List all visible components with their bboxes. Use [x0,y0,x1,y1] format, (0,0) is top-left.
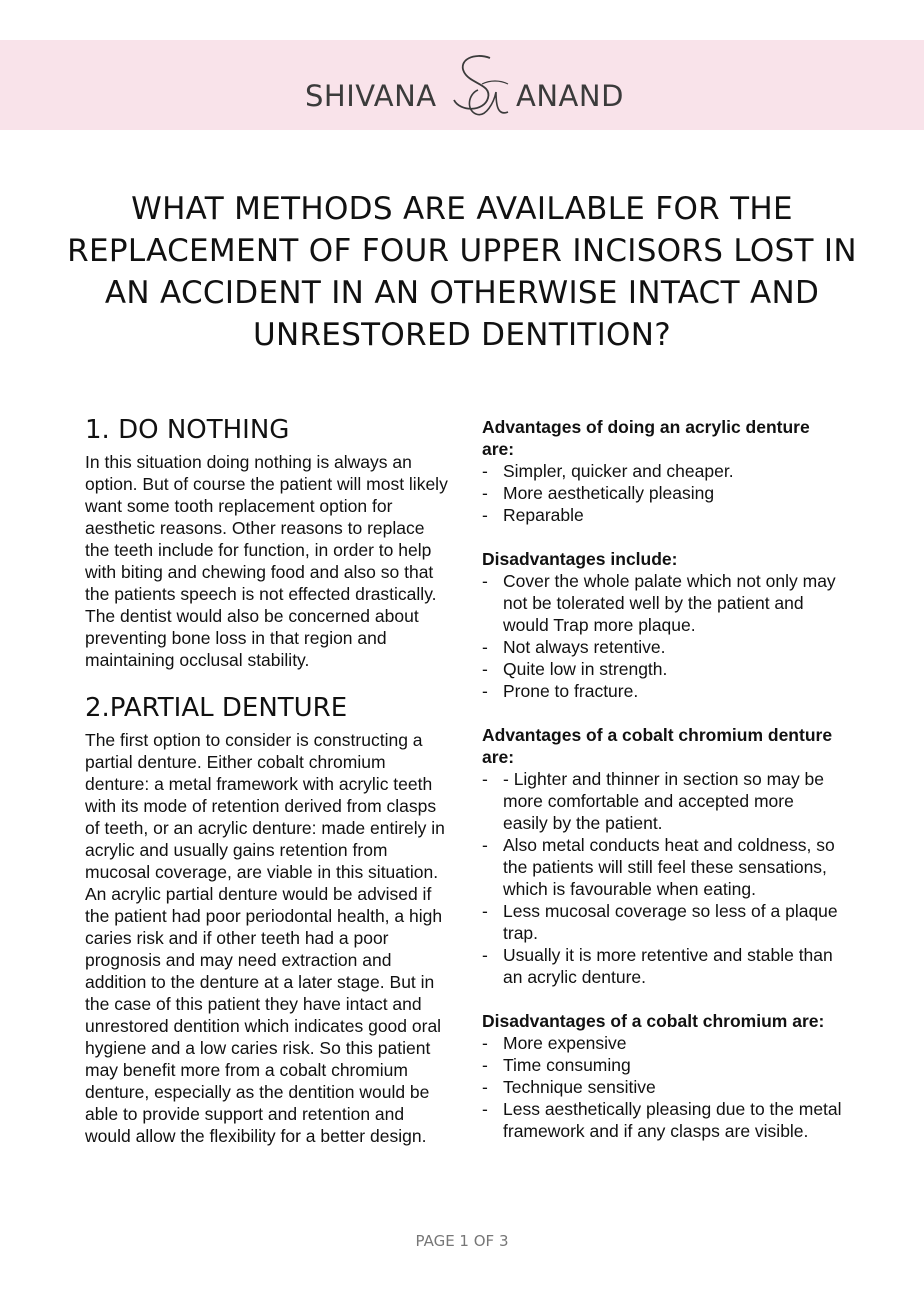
dash-bullet-icon: - [482,659,488,679]
page-title: WHAT METHODS ARE AVAILABLE FOR THE REPLACEMENT OF FOUR UPPER INCISORS LOST IN AN ACCIDENT IN AN OTHERWISE INTACT AND UNRESTORED DENTITION? [67,191,857,353]
list-item-text: - Lighter and thinner in section so may be more comfortable and accepted more easily by the patient. [503,769,825,833]
list-item-text: More expensive [503,1033,627,1053]
cobalt-chromium-advantages-list [482,768,842,988]
acrylic-advantages-list [482,460,842,526]
list-item-text: Time consuming [503,1055,631,1075]
dash-bullet-icon: - [482,1055,488,1075]
dash-bullet-icon: - [482,1077,488,1097]
left-column [85,415,450,1147]
list-item-text: More aesthetically pleasing [503,483,715,503]
cobalt-chromium-advantages-heading: Advantages of a cobalt chromium denture are: [482,725,833,767]
list-item [482,1054,842,1076]
acrylic-disadvantages-block [482,548,842,702]
list-item-text: Reparable [503,505,584,525]
section-heading-do-nothing: 1. DO NOTHING [85,415,290,445]
list-item [482,1032,842,1054]
list-item [482,636,842,658]
acrylic-advantages-block [482,416,842,526]
dash-bullet-icon: - [482,681,488,701]
list-item [482,900,842,944]
dash-bullet-icon: - [482,1099,488,1119]
list-item-text: Technique sensitive [503,1077,656,1097]
acrylic-disadvantages-heading: Disadvantages include: [482,549,678,569]
partial-denture-paragraph: The first option to consider is constructing a partial denture. Either cobalt chromium denture: a metal framework with acrylic teeth with its mode of retention derived from clasps of teeth, or an acrylic denture: made entirely in acrylic and usually gains retention from mucosal coverage, are viable in this situation. An acrylic partial denture would be advised if the patient had poor periodontal health, a high caries risk and if other teeth had a poor prognosis and may need extraction and addition to the denture at a later stage. But in the case of this patient they have intact and unrestored dentition which indicates good oral hygiene and a low caries risk. So this patient may benefit more from a cobalt chromium denture, especially as the dentition would be able to provide support and retention and would allow the flexibility for a better design. [85,730,445,1146]
list-item-text: Cover the whole palate which not only may not be tolerated well by the patient and would Trap more plaque. [503,571,836,635]
cobalt-chromium-disadvantages-block [482,1010,842,1142]
sa-monogram-icon [438,50,522,122]
list-item [482,768,842,834]
list-item-text: Less mucosal coverage so less of a plaque trap. [503,901,838,943]
dash-bullet-icon: - [482,637,488,657]
list-item [482,504,842,526]
dash-bullet-icon: - [482,483,488,503]
brand-first-name: SHIVANA [305,79,437,113]
list-item-text: Less aesthetically pleasing due to the metal framework and if any clasps are visible. [503,1099,842,1141]
dash-bullet-icon: - [482,571,488,591]
list-item [482,1098,842,1142]
dash-bullet-icon: - [482,1033,488,1053]
brand-last-name: ANAND [516,79,624,113]
list-item-text: Simpler, quicker and cheaper. [503,461,734,481]
right-column [482,416,842,1142]
dash-bullet-icon: - [482,769,488,789]
cobalt-chromium-disadvantages-list [482,1032,842,1142]
list-item [482,834,842,900]
list-item [482,680,842,702]
cobalt-chromium-disadvantages-heading: Disadvantages of a cobalt chromium are: [482,1011,825,1031]
list-item-text: Usually it is more retentive and stable than an acrylic denture. [503,945,833,987]
list-item [482,460,842,482]
list-item-text: Not always retentive. [503,637,666,657]
list-item-text: Quite low in strength. [503,659,668,679]
list-item [482,1076,842,1098]
dash-bullet-icon: - [482,945,488,965]
do-nothing-paragraph: In this situation doing nothing is always an option. But of course the patient will most likely want some tooth replacement option for aesthetic reasons. Other reasons to replace the teeth include for function, in order to help with biting and chewing food and also so that the patients speech is not effected drastically. The dentist would also be concerned about preventing bone loss in that region and maintaining occlusal stability. [85,452,448,670]
dash-bullet-icon: - [482,461,488,481]
list-item [482,570,842,636]
dash-bullet-icon: - [482,835,488,855]
list-item-text: Also metal conducts heat and coldness, so the patients will still feel these sensations, which is favourable when eating. [503,835,835,899]
page-number: PAGE 1 OF 3 [415,1232,509,1250]
list-item-text: Prone to fracture. [503,681,639,701]
list-item [482,482,842,504]
acrylic-disadvantages-list [482,570,842,702]
list-item [482,944,842,988]
dash-bullet-icon: - [482,505,488,525]
list-item [482,658,842,680]
cobalt-chromium-advantages-block [482,724,842,988]
section-heading-partial-denture: 2.PARTIAL DENTURE [85,693,348,723]
dash-bullet-icon: - [482,901,488,921]
acrylic-advantages-heading: Advantages of doing an acrylic denture are: [482,417,810,459]
